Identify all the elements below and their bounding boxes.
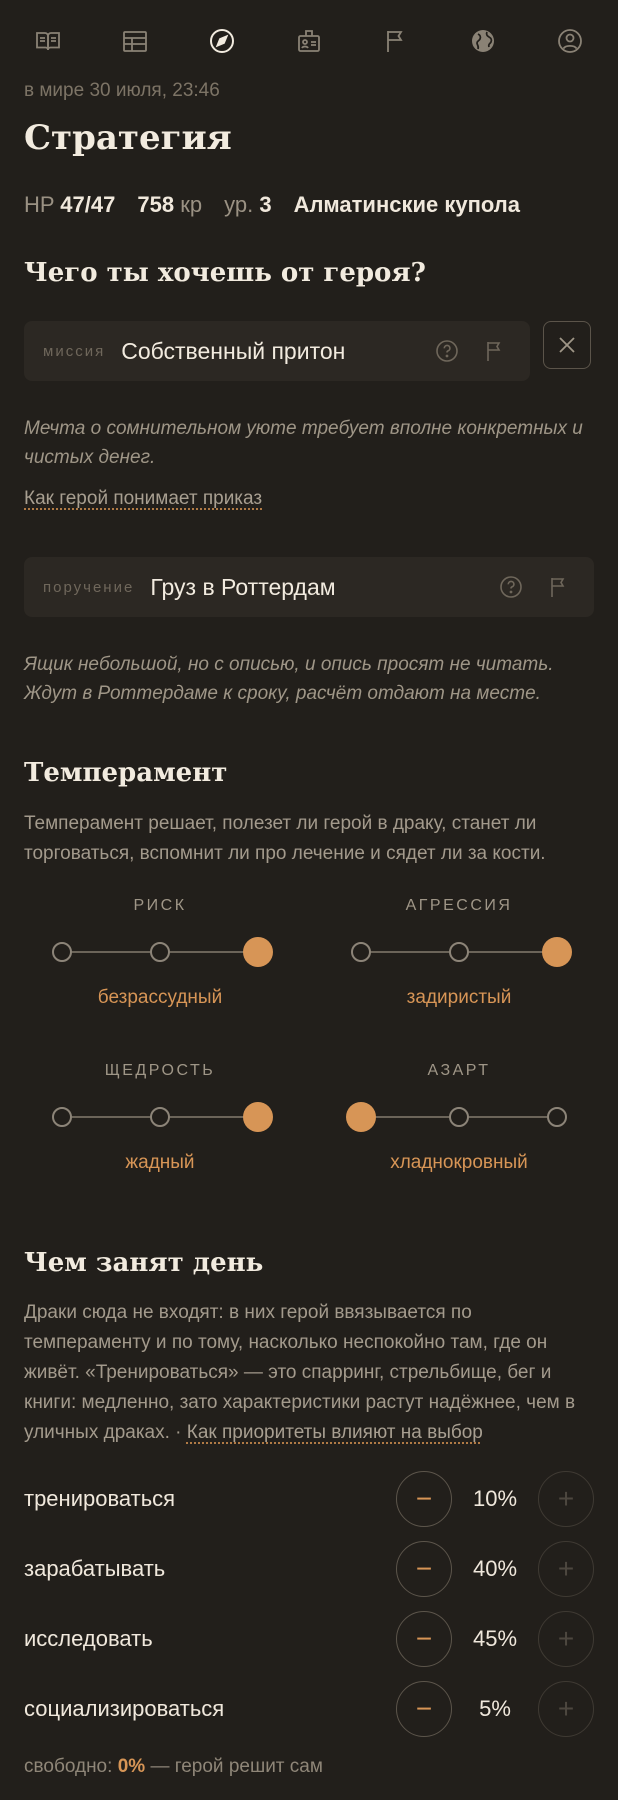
- priority-name: зарабатывать: [24, 1556, 166, 1581]
- calendar-icon: [121, 27, 149, 55]
- flag-icon: [547, 575, 571, 599]
- credits-value: 758: [137, 192, 175, 217]
- decrease-button[interactable]: −: [396, 1471, 452, 1527]
- slider-step[interactable]: [52, 942, 72, 962]
- order-explanation-link[interactable]: Как герой понимает приказ: [24, 488, 263, 509]
- slider-thumb[interactable]: [542, 937, 572, 967]
- priority-name: социализироваться: [24, 1696, 225, 1721]
- mission-label: миссия: [43, 342, 106, 360]
- temperament-description: Темперамент решает, полезет ли герой в драку, станет ли торговаться, вспомнит ли про лечение и сядет ли за кости.: [24, 813, 546, 864]
- credits-stat: 758 кр: [137, 192, 203, 217]
- top-nav: [24, 20, 594, 62]
- increase-button[interactable]: +: [538, 1611, 594, 1667]
- day-heading: Чем занят день: [24, 1248, 264, 1278]
- mission-flag-button[interactable]: [482, 338, 508, 364]
- priority-percent: 40%: [472, 1556, 518, 1581]
- help-icon: [499, 575, 523, 599]
- temperament-heading: Темперамент: [24, 758, 228, 788]
- errand-flag-button[interactable]: [546, 574, 572, 600]
- slider-label: АЗАРТ: [427, 1062, 491, 1079]
- world-time: в мире 30 июля, 23:46: [24, 80, 220, 101]
- slider-step[interactable]: [449, 1107, 469, 1127]
- flag-icon: [483, 339, 507, 363]
- priority-row-earn: [24, 1540, 594, 1598]
- close-icon: [558, 336, 576, 354]
- slider-label: АГРЕССИЯ: [405, 897, 513, 914]
- slider-track[interactable]: [339, 937, 579, 967]
- nav-flag[interactable]: [372, 20, 420, 62]
- slider-generosity: [40, 1062, 280, 1174]
- wish-heading: Чего ты хочешь от героя?: [24, 258, 426, 288]
- slider-value: задиристый: [406, 987, 512, 1008]
- mission-description: Мечта о сомнительном уюте требует вполне конкретных и чистых денег.: [24, 418, 583, 468]
- slider-thumb[interactable]: [243, 937, 273, 967]
- slider-value: жадный: [125, 1152, 195, 1173]
- nav-calendar[interactable]: [111, 20, 159, 62]
- slider-risk: [40, 897, 280, 1009]
- globe-icon: [469, 27, 497, 55]
- errand-field[interactable]: [24, 557, 594, 617]
- slider-track[interactable]: [339, 1102, 579, 1132]
- errand-value: Груз в Роттердам: [150, 573, 336, 600]
- compass-icon: [208, 27, 236, 55]
- level-value: 3: [259, 192, 272, 217]
- decrease-button[interactable]: −: [396, 1681, 452, 1737]
- level-stat: ур. 3: [224, 192, 272, 217]
- help-icon: [435, 339, 459, 363]
- clear-mission-button[interactable]: [543, 321, 591, 369]
- hero-stats: [24, 192, 520, 218]
- flag-icon: [382, 27, 410, 55]
- nav-journal[interactable]: [24, 20, 72, 62]
- priority-row-train: [24, 1470, 594, 1528]
- priority-percent: 10%: [472, 1486, 518, 1511]
- priority-row-socialize: [24, 1680, 594, 1738]
- slider-value: безрассудный: [97, 987, 223, 1008]
- location: Алматинские купола: [293, 192, 520, 217]
- priority-name: исследовать: [24, 1626, 153, 1651]
- slider-track[interactable]: [40, 937, 280, 967]
- slider-value: хладнокровный: [390, 1152, 528, 1173]
- priority-name: тренироваться: [24, 1486, 176, 1511]
- increase-button[interactable]: +: [538, 1681, 594, 1737]
- mission-help-button[interactable]: [434, 338, 460, 364]
- nav-badge[interactable]: [285, 20, 333, 62]
- nav-profile[interactable]: [546, 20, 594, 62]
- slider-thumb[interactable]: [346, 1102, 376, 1132]
- slider-aggression: [339, 897, 579, 1009]
- hp-value: 47/47: [60, 192, 116, 217]
- priorities-help-link[interactable]: Как приоритеты влияют на выбор: [186, 1422, 483, 1443]
- slider-label: ЩЕДРОСТЬ: [104, 1062, 216, 1079]
- errand-help-button[interactable]: [498, 574, 524, 600]
- slider-thumb[interactable]: [243, 1102, 273, 1132]
- slider-step[interactable]: [547, 1107, 567, 1127]
- slider-step[interactable]: [150, 942, 170, 962]
- slider-gambling: [339, 1062, 579, 1174]
- errand-label: поручение: [43, 578, 135, 596]
- hp-stat: HP 47/47: [24, 192, 116, 217]
- slider-step[interactable]: [52, 1107, 72, 1127]
- nav-world[interactable]: [459, 20, 507, 62]
- slider-step[interactable]: [351, 942, 371, 962]
- free-allocation: свободно: 0% — герой решит сам: [24, 1756, 323, 1777]
- decrease-button[interactable]: −: [396, 1611, 452, 1667]
- day-description: Драки сюда не входят: в них герой ввязывается по темпераменту и по тому, насколько неспокойно там, где он живёт. «Тренироваться» — это спарринг, стрельбище, бег и книги: медленно, зато характеристики растут надёжнее, чем в уличных драках. · Как приоритеты влияют на выбор: [24, 1302, 576, 1443]
- increase-button[interactable]: +: [538, 1471, 594, 1527]
- priority-row-explore: [24, 1610, 594, 1668]
- journal-icon: [34, 27, 62, 55]
- mission-field[interactable]: [24, 321, 530, 381]
- priority-percent: 5%: [479, 1696, 511, 1721]
- slider-step[interactable]: [449, 942, 469, 962]
- slider-step[interactable]: [150, 1107, 170, 1127]
- errand-description: Ящик небольшой, но с описью, и опись просят не читать. Ждут в Роттердаме к сроку, расчёт отдают на месте.: [24, 654, 554, 704]
- priority-percent: 45%: [472, 1626, 518, 1651]
- nav-strategy[interactable]: [198, 20, 246, 62]
- mission-value: Собственный притон: [121, 337, 346, 364]
- decrease-button[interactable]: −: [396, 1541, 452, 1597]
- badge-icon: [295, 27, 323, 55]
- slider-label: РИСК: [133, 897, 187, 914]
- free-value: 0%: [117, 1756, 146, 1777]
- increase-button[interactable]: +: [538, 1541, 594, 1597]
- page-title: Стратегия: [24, 118, 232, 158]
- profile-icon: [556, 27, 584, 55]
- slider-track[interactable]: [40, 1102, 280, 1132]
